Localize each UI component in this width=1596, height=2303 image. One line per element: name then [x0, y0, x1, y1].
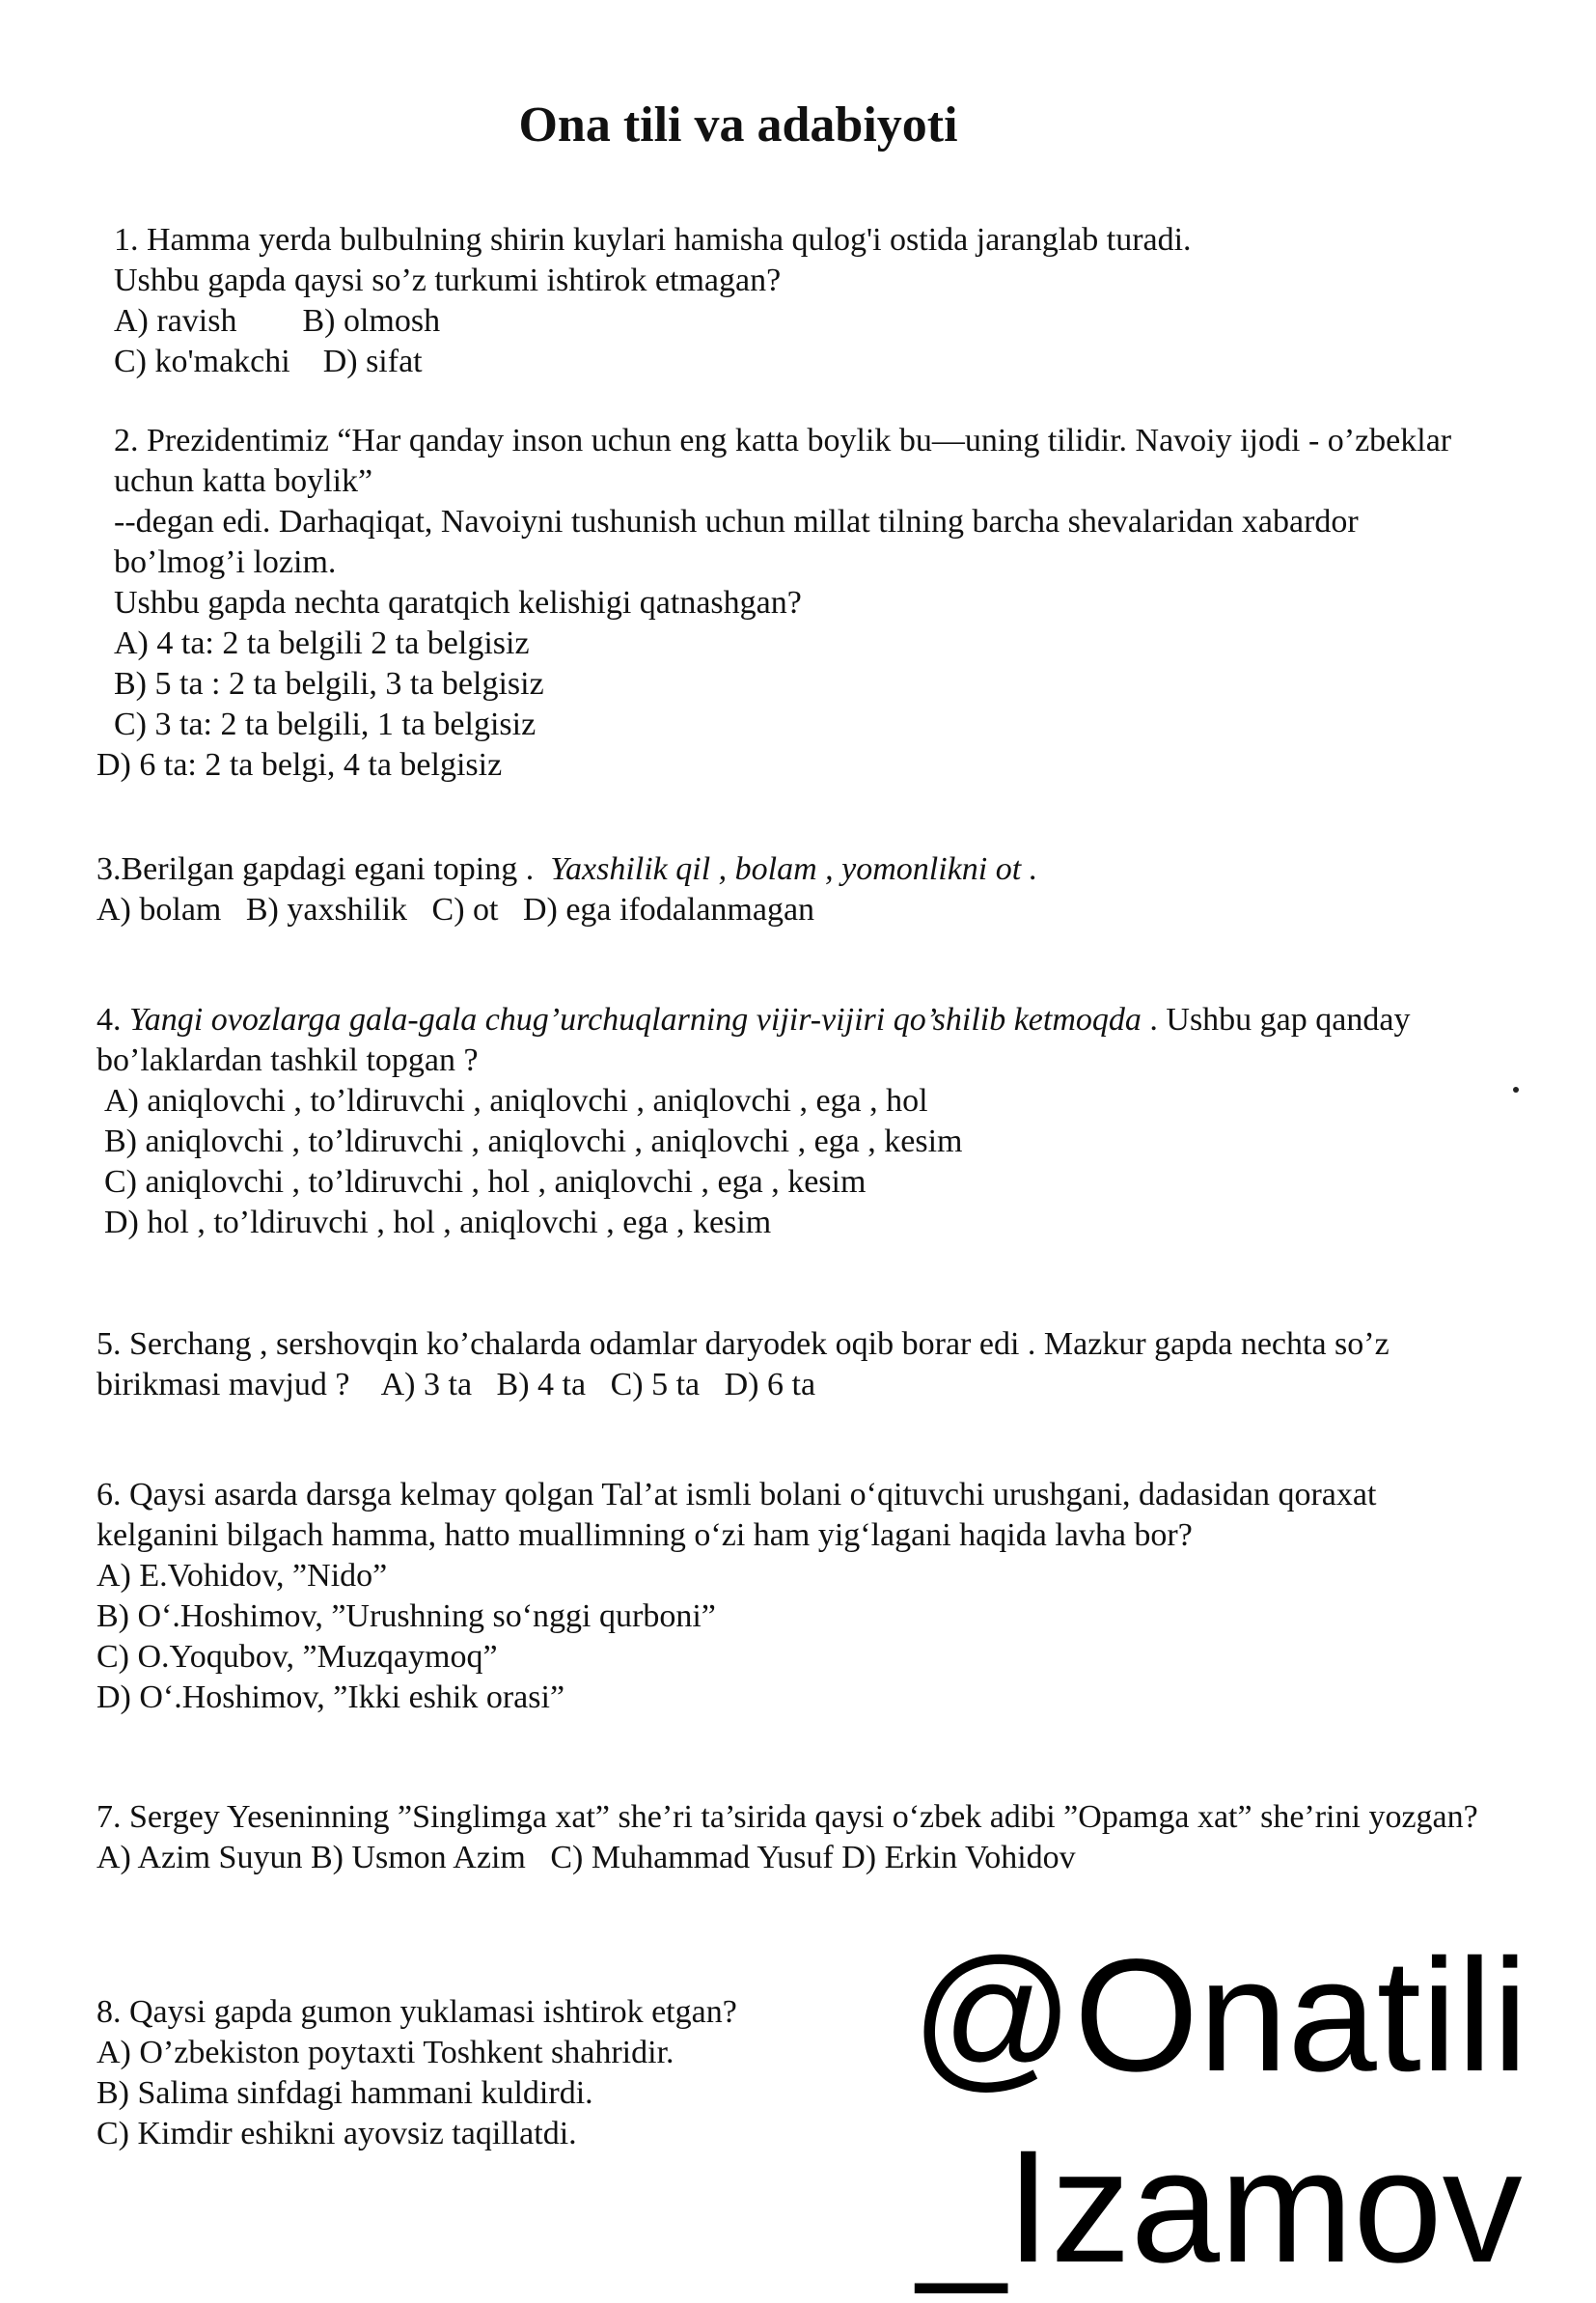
question-6	[96, 1475, 1486, 1718]
question-1	[114, 220, 1192, 382]
question-7	[96, 1797, 1486, 1878]
question-4-sentence: Yangi ovozlarga gala-gala chug’urchuqlarning vijir-vijiri qo’shilib ketmoqda	[129, 1002, 1142, 1038]
question-1-prompt: Ushbu gapda qaysi so’z turkumi ishtirok etmagan?	[114, 263, 782, 298]
question-1-text: 1. Hamma yerda bulbulning shirin kuylari hamisha qulog'i ostida jaranglab turadi.	[114, 222, 1192, 258]
question-2-option-b: B) 5 ta : 2 ta belgili, 3 ta belgisiz	[114, 666, 544, 702]
question-6-option-d: D) O‘.Hoshimov, ”Ikki eshik orasi”	[96, 1679, 565, 1715]
question-3-sentence: Yaxshilik qil , bolam , yomonlikni ot .	[550, 851, 1038, 887]
question-8-text: 8. Qaysi gapda gumon yuklamasi ishtirok etgan?	[96, 1994, 737, 2030]
question-4-option-a: A) aniqlovchi , to’ldiruvchi , aniqlovchi , aniqlovchi , ega , hol	[104, 1083, 928, 1119]
question-2-prompt: Ushbu gapda nechta qaratqich kelishigi qatnashgan?	[114, 585, 802, 621]
question-4-option-d: D) hol , to’ldiruvchi , hol , aniqlovchi , ega , kesim	[104, 1205, 772, 1240]
question-7-options: A) Azim Suyun B) Usmon Azim C) Muhammad Yusuf D) Erkin Vohidov	[96, 1840, 1076, 1875]
question-4-text	[96, 1000, 1486, 1081]
question-3-text	[96, 849, 1037, 890]
question-6-text: 6. Qaysi asarda darsga kelmay qolgan Tal’at ismli bolani o‘qituvchi urushgani, dadasidan qoraxat kelganini bilgach hamma, hatto muallimning o‘zi ham yig‘lagani haqida lavha bor?	[96, 1477, 1377, 1553]
question-6-option-c: C) O.Yoqubov, ”Muzqaymoq”	[96, 1639, 498, 1675]
question-7-text: 7. Sergey Yeseninning ”Singlimga xat” she’ri ta’sirida qaysi o‘zbek adibi ”Opamga xat” she’rini yozgan?	[96, 1799, 1478, 1835]
page-title: Ona tili va adabiyoti	[518, 97, 958, 153]
watermark-line-1: @Onatili	[911, 1927, 1528, 2105]
question-3-prefix: 3.Berilgan gapdagi egani toping .	[96, 851, 551, 887]
channel-watermark	[911, 1921, 1528, 2303]
question-2	[96, 421, 1465, 786]
question-3-options: A) bolam B) yaxshilik C) ot D) ega ifodalanmagan	[96, 892, 815, 928]
question-5-text: 5. Serchang , sershovqin ko’chalarda odamlar daryodek oqib borar edi . Mazkur gapda nechta so’z birikmasi mavjud ? A) 3 ta B) 4 ta C) 5 ta D) 6 ta	[96, 1326, 1398, 1402]
question-4-prompt: . Ushbu gap qanday bo’laklardan tashkil topgan ?	[96, 1002, 1411, 1078]
question-1-options-row-1: A) ravish B) olmosh	[114, 303, 441, 339]
question-2-option-d: D) 6 ta: 2 ta belgi, 4 ta belgisiz	[96, 747, 503, 783]
question-4-option-c: C) aniqlovchi , to’ldiruvchi , hol , aniqlovchi , ega , kesim	[104, 1164, 867, 1200]
watermark-line-2: _Izamov	[917, 2118, 1523, 2296]
question-6-option-a: A) E.Vohidov, ”Nido”	[96, 1558, 388, 1594]
question-8-option-a: A) O’zbekiston poytaxti Toshkent shahridir.	[96, 2035, 674, 2070]
question-2-option-a: A) 4 ta: 2 ta belgili 2 ta belgisiz	[114, 625, 530, 661]
question-6-option-b: B) O‘.Hoshimov, ”Urushning so‘nggi qurboni”	[96, 1598, 716, 1634]
question-4-number: 4.	[96, 1002, 129, 1038]
question-8-option-c: C) Kimdir eshikni ayovsiz taqillatdi.	[96, 2116, 577, 2151]
question-4	[96, 1000, 1486, 1243]
question-8-option-b: B) Salima sinfdagi hammani kuldirdi.	[96, 2075, 593, 2111]
question-2-quote: 2. Prezidentimiz “Har qanday inson uchun eng katta boylik bu—uning tilidir. Navoiy ijodi - o’zbeklar uchun katta boylik”	[114, 423, 1452, 499]
question-4-option-b: B) aniqlovchi , to’ldiruvchi , aniqlovchi , aniqlovchi , ega , kesim	[104, 1124, 963, 1159]
question-2-context: --degan edi. Darhaqiqat, Navoiyni tushunish uchun millat tilning barcha shevalaridan xabardor bo’lmog’i lozim.	[114, 504, 1359, 580]
question-2-option-c: C) 3 ta: 2 ta belgili, 1 ta belgisiz	[114, 707, 537, 742]
question-5	[96, 1324, 1486, 1405]
question-1-options-row-2: C) ko'makchi D) sifat	[114, 344, 423, 379]
question-3	[96, 849, 1037, 930]
question-8	[96, 1992, 737, 2154]
stray-dot	[1513, 1087, 1519, 1093]
